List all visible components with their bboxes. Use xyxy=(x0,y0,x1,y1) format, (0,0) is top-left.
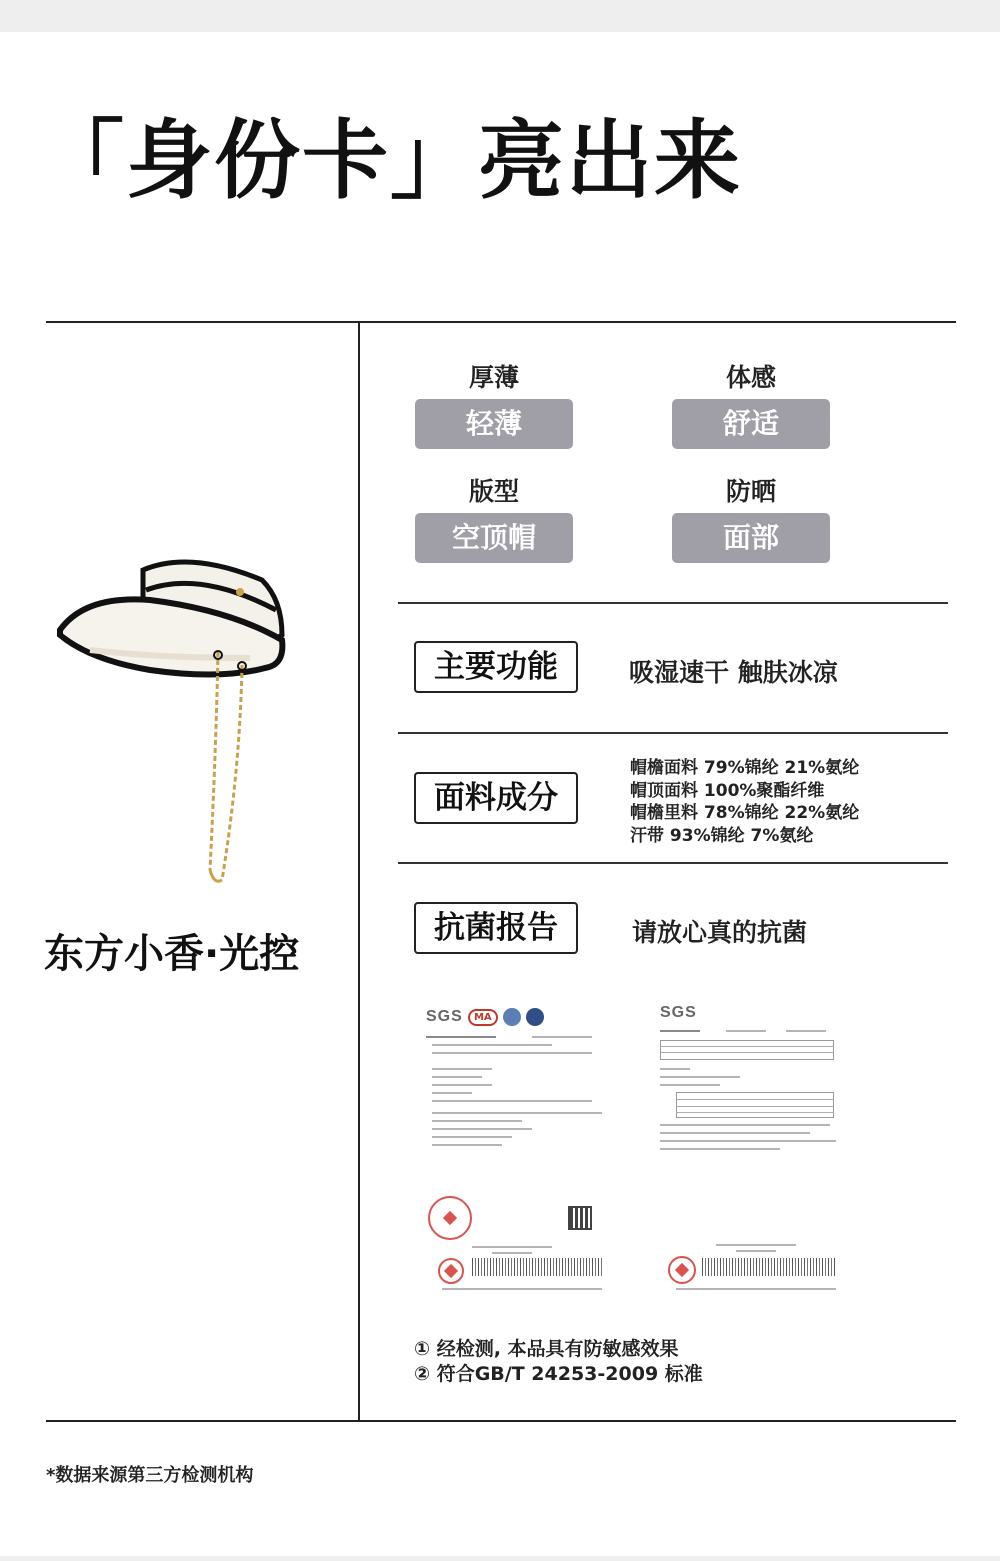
test-report-page-3 xyxy=(422,1188,604,1298)
attr-value-sun-protection: 面部 xyxy=(672,513,830,563)
top-strip xyxy=(0,0,1000,32)
report-logos xyxy=(660,1000,697,1026)
visor-hat-illustration xyxy=(50,540,300,900)
main-function-text: 吸湿速干 触肤冰凉 xyxy=(629,658,838,687)
qr-code-icon xyxy=(568,1206,592,1230)
section-divider xyxy=(398,862,948,864)
table-top-border xyxy=(46,321,956,323)
bottom-strip xyxy=(0,1556,1000,1561)
section-divider xyxy=(398,602,948,604)
report-barcode xyxy=(472,1258,602,1276)
fabric-label: 面料成分 xyxy=(414,772,578,824)
table-column-divider xyxy=(358,322,360,1421)
data-source-footnote: *数据来源第三方检测机构 xyxy=(46,1465,254,1486)
sgs-logo: SGS xyxy=(660,1004,697,1021)
fabric-line: 汗带 93%锦纶 7%氨纶 xyxy=(630,825,814,846)
test-report-page-1 xyxy=(422,1000,604,1170)
main-function-label: 主要功能 xyxy=(414,641,578,693)
fabric-line: 帽顶面料 100%聚酯纤维 xyxy=(630,780,825,801)
ilac-logo-icon xyxy=(526,1008,544,1026)
report-barcode xyxy=(702,1258,836,1276)
inspection-seal-icon xyxy=(428,1196,472,1240)
test-notes xyxy=(414,1337,703,1387)
fabric-line: 帽檐面料 79%锦纶 21%氨纶 xyxy=(630,758,860,778)
report-logos xyxy=(426,1004,544,1030)
fabric-composition-list xyxy=(630,757,859,847)
attr-label-sun-protection: 防晒 xyxy=(725,477,776,506)
product-name: 东方小香·光控 xyxy=(44,931,300,977)
note-line: ① 经检测, 本品具有防敏感效果 xyxy=(414,1338,679,1360)
attr-label-style: 版型 xyxy=(468,477,519,506)
inspection-seal-icon xyxy=(438,1258,464,1284)
attr-label-thickness: 厚薄 xyxy=(468,363,519,392)
attr-value-thickness: 轻薄 xyxy=(415,399,573,449)
page-title: 「身份卡」亮出来 xyxy=(38,111,742,211)
antibacterial-text: 请放心真的抗菌 xyxy=(632,918,808,947)
attr-label-feel: 体感 xyxy=(725,363,776,392)
inspection-seal-icon xyxy=(668,1256,696,1284)
attr-value-style: 空顶帽 xyxy=(415,513,573,563)
cnas-logo-icon xyxy=(503,1008,521,1026)
note-line: ② 符合GB/T 24253-2009 标准 xyxy=(414,1363,703,1385)
ma-logo: MA xyxy=(468,1009,498,1026)
table-bottom-border xyxy=(46,1420,956,1422)
fabric-line: 帽檐里料 78%锦纶 22%氨纶 xyxy=(630,803,860,823)
section-divider xyxy=(398,732,948,734)
test-report-page-4 xyxy=(656,1188,838,1298)
attr-value-feel: 舒适 xyxy=(672,399,830,449)
antibacterial-label: 抗菌报告 xyxy=(414,902,578,954)
sgs-logo: SGS xyxy=(426,1008,463,1025)
test-report-page-2 xyxy=(656,996,838,1166)
